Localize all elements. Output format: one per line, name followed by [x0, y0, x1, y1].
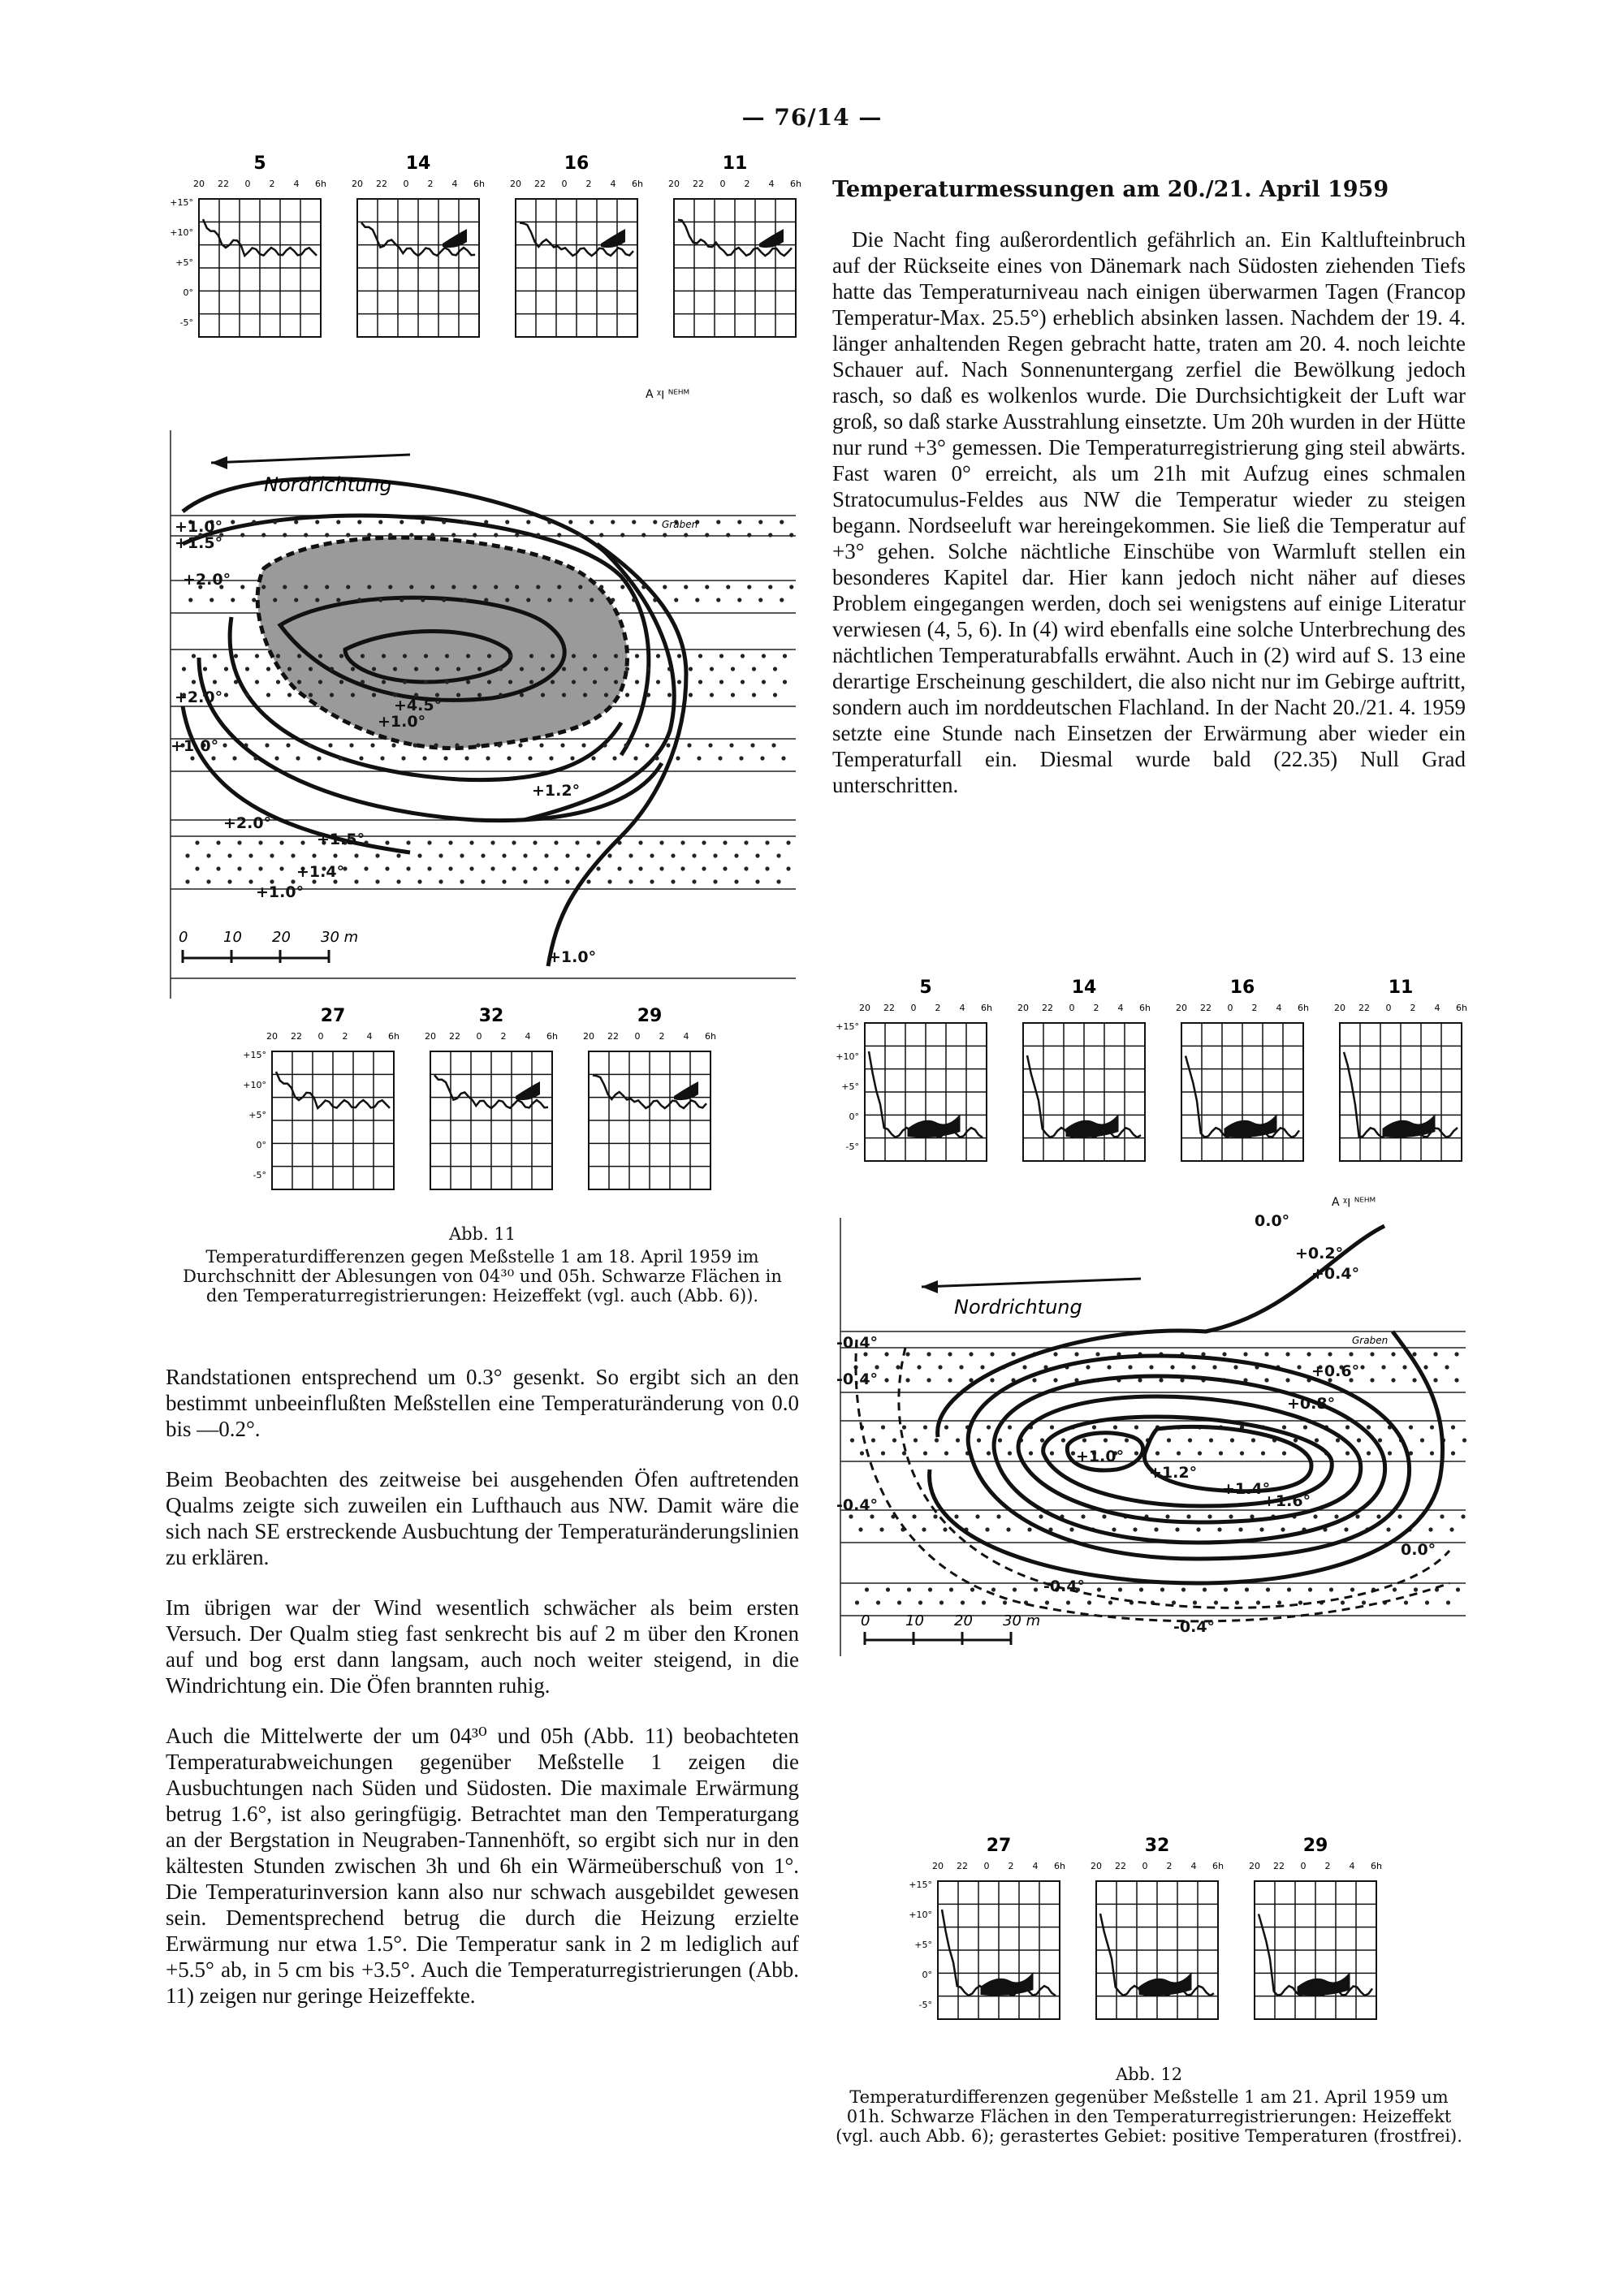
page-number: — 76/14 —	[741, 104, 883, 131]
svg-text:6h: 6h	[632, 179, 643, 189]
svg-text:20: 20	[1249, 1861, 1260, 1871]
svg-text:22: 22	[957, 1861, 968, 1871]
scale-bar	[179, 929, 358, 963]
svg-text:22: 22	[693, 179, 704, 189]
contour-label: +1.2°	[532, 782, 581, 800]
contour-label: -0.4°	[836, 1496, 879, 1514]
svg-text:0: 0	[244, 179, 251, 189]
svg-text:22: 22	[376, 179, 387, 189]
contour-label: -0.4°	[1043, 1577, 1086, 1595]
svg-text:16: 16	[1229, 978, 1255, 998]
svg-text:0°: 0°	[922, 1969, 932, 1980]
svg-text:5: 5	[919, 978, 932, 998]
figure12-caption: Abb. 12 Temperaturdifferenzen gegenüber Meßstelle 1 am 21. April 1959 um 01h. Schwarze Flächen in den Temperaturregistrierungen: Heizeffekt (vgl. auch Abb. 6); gerastertes Gebiet: positive Temperaturen (frostfrei).	[836, 2065, 1462, 2146]
fig12-top-chart-14	[1017, 978, 1151, 1161]
contour-label: +1.0°	[548, 948, 597, 966]
svg-text:4: 4	[451, 179, 458, 189]
contour-label: +4.5°	[394, 697, 443, 714]
svg-text:6h: 6h	[981, 1003, 992, 1013]
figure11-caption: Abb. 11 Temperaturdifferenzen gegen Meßstelle 1 am 18. April 1959 im Durchschnitt der Ablesungen von 04³⁰ und 05h. Schwarze Flächen in den Temperaturregistrierungen: Heizeffekt (vgl. auch (Abb. 6)).	[183, 1224, 782, 1306]
svg-text:22: 22	[1273, 1861, 1285, 1871]
svg-text:4: 4	[683, 1031, 689, 1042]
svg-text:2: 2	[342, 1031, 348, 1042]
svg-text:0: 0	[910, 1003, 917, 1013]
svg-text:4: 4	[1276, 1003, 1282, 1013]
fig12-top-chart-11	[1334, 978, 1467, 1161]
north-direction-arrow	[922, 1279, 1141, 1318]
direction-label: Nordrichtung	[954, 1296, 1082, 1318]
contour-label: -0.4°	[836, 1370, 879, 1388]
svg-text:32: 32	[1144, 1836, 1170, 1856]
svg-text:22: 22	[534, 179, 546, 189]
svg-text:6h: 6h	[1212, 1861, 1224, 1871]
svg-text:2: 2	[585, 179, 592, 189]
svg-text:4: 4	[610, 179, 616, 189]
fig11-top-chart-5	[193, 153, 326, 337]
svg-text:0°: 0°	[256, 1139, 266, 1150]
svg-text:20: 20	[510, 179, 521, 189]
svg-text:16: 16	[564, 153, 590, 174]
svg-text:20: 20	[1176, 1003, 1187, 1013]
svg-text:2: 2	[427, 179, 434, 189]
svg-text:11: 11	[1388, 978, 1414, 998]
svg-text:+5°: +5°	[248, 1109, 266, 1120]
heated-area	[257, 537, 627, 748]
svg-text:20: 20	[932, 1861, 944, 1871]
direction-label: Nordrichtung	[264, 473, 392, 496]
left-paragraph-1: Randstationen entsprechend um 0.3° gesenkt. So ergibt sich an den bestimmt unbeeinflußten Meßstellen eine Temperaturänderung von 0.0 bis —0.2°.	[166, 1365, 799, 1441]
svg-text:0°: 0°	[183, 287, 193, 298]
ditch-label: Graben	[662, 519, 698, 530]
svg-text:4: 4	[293, 179, 300, 189]
svg-text:6h: 6h	[473, 179, 485, 189]
svg-text:4: 4	[525, 1031, 531, 1042]
svg-text:0: 0	[634, 1031, 641, 1042]
contour-label: +2.0°	[183, 571, 231, 589]
svg-text:4: 4	[1190, 1861, 1197, 1871]
figure12-contour-map	[832, 1196, 1466, 1656]
svg-text:32: 32	[478, 1006, 504, 1026]
svg-text:2: 2	[1008, 1861, 1014, 1871]
svg-text:22: 22	[883, 1003, 895, 1013]
svg-text:0: 0	[403, 179, 409, 189]
north-marker: A ᵡ׀ ᴺᴱᴴᴹ	[646, 388, 690, 401]
contour-label: +1.0°	[175, 518, 223, 536]
svg-text:-5°: -5°	[179, 317, 193, 328]
svg-text:10: 10	[905, 1612, 924, 1629]
svg-text:22: 22	[449, 1031, 460, 1042]
svg-text:0: 0	[1385, 1003, 1392, 1013]
svg-text:22: 22	[218, 179, 229, 189]
svg-text:22: 22	[1358, 1003, 1370, 1013]
figure12-bottom-charts	[901, 1836, 1405, 2048]
fig11-top-chart-11	[668, 153, 801, 337]
svg-text:22: 22	[1200, 1003, 1212, 1013]
svg-text:6h: 6h	[1054, 1861, 1065, 1871]
svg-text:6h: 6h	[388, 1031, 400, 1042]
svg-text:20: 20	[1017, 1003, 1029, 1013]
svg-text:2: 2	[1251, 1003, 1258, 1013]
svg-text:5: 5	[253, 153, 266, 174]
contour-label: 0.0°	[1255, 1212, 1290, 1230]
contour-label: +1.0°	[378, 713, 426, 731]
figure11-contour-map	[166, 382, 800, 999]
contour-label: +1.6°	[1263, 1492, 1311, 1510]
contour-label: 0.0°	[1401, 1541, 1436, 1559]
svg-text:-5°: -5°	[845, 1141, 859, 1152]
svg-text:6h: 6h	[790, 179, 801, 189]
svg-text:2: 2	[269, 179, 275, 189]
svg-text:6h: 6h	[1298, 1003, 1309, 1013]
contour-label: +1.0°	[171, 737, 219, 755]
svg-text:20: 20	[352, 179, 363, 189]
svg-text:4: 4	[366, 1031, 373, 1042]
svg-text:+5°: +5°	[914, 1939, 932, 1950]
svg-text:+10°: +10°	[170, 227, 193, 238]
contour-label: +0.4°	[1311, 1265, 1360, 1283]
left-column-text	[166, 1364, 799, 2009]
svg-text:+5°: +5°	[841, 1081, 859, 1092]
contour-label: +0.6°	[1311, 1362, 1360, 1380]
svg-text:27: 27	[986, 1836, 1012, 1856]
svg-text:0: 0	[1142, 1861, 1148, 1871]
svg-text:+10°: +10°	[243, 1079, 266, 1090]
north-direction-arrow	[211, 455, 410, 496]
svg-text:22: 22	[1115, 1861, 1126, 1871]
svg-text:0: 0	[983, 1861, 990, 1871]
contour-label: +1.2°	[1149, 1464, 1198, 1482]
right-paragraph: Die Nacht fing außerordentlich gefährlich an. Ein Kaltlufteinbruch auf der Rückseite eines von Dänemark nach Südosten ziehenden Tiefs hatte das Temperaturniveau nach einigen überwarmen Tagen (Francop Temperatur-Max. 25.5°) erheblich absinken lassen. Nachdem der 19. 4. länger anhaltenden Regen gebracht hatte, traten am 20. 4. noch leichte Schauer auf. Nach Sonnenuntergang zerfiel die Bewölkung jedoch rasch, so daß es wolkenlos wurde. Die Durchsichtigkeit der Luft war groß, so daß starke Ausstrahlung einsetzte. Um 20h wurden in der Hütte nur rund +3° gemessen. Die Temperaturregistrierung ging steil abwärts. Fast waren 0° erreicht, als um 21h mit Aufzug eines schmalen Stratocumulus-Feldes aus NW die Temperatur wieder zu steigen begann. Nordseeluft war hereingekommen. Sie ließ die Temperatur auf +3° gehen. Solche nächtliche Einschübe von Warmluft stellen ein besonderes Kapitel dar. Hier kann jedoch nicht näher auf dieses Problem eingegangen werden, doch sei wenigstens auf einige Literatur verwiesen (4, 5, 6). In (4) wird ebenfalls eine solche Unterbrechung des nächtlichen Temperaturabfalls erwähnt. Auch in (2) wird auf S. 13 eine derartige Erscheinung geschildert, die also nicht nur im Gebirge auftritt, sondern auch im norddeutschen Flachland. In der Nacht 20./21. 4. 1959 setzte eine Stunde nach Einsetzen der Erwärmung aber wieder ein Temperaturfall ein. Diesmal wurde bald (22.35) Null Grad unterschritten.	[832, 227, 1466, 797]
svg-text:27: 27	[320, 1006, 346, 1026]
svg-text:11: 11	[722, 153, 748, 174]
left-paragraph-3: Im übrigen war der Wind wesentlich schwächer als beim ersten Versuch. Der Qualm stieg fast senkrecht bis auf 2 m über den Kronen auf und bog erst dann langsam, auch noch weiter steigend, in die Windrichtung ein. Die Öfen brannten ruhig.	[166, 1595, 799, 1698]
svg-text:2: 2	[935, 1003, 941, 1013]
svg-text:14: 14	[405, 153, 431, 174]
fig11-bottom-chart-29	[583, 1006, 716, 1189]
svg-text:0: 0	[1300, 1861, 1307, 1871]
svg-text:2: 2	[1093, 1003, 1099, 1013]
svg-text:0: 0	[861, 1612, 870, 1629]
contour-label: +1.4°	[1222, 1480, 1271, 1498]
svg-text:20: 20	[425, 1031, 436, 1042]
contour-label: +0.2°	[1295, 1245, 1344, 1262]
figure12-top-charts	[828, 978, 1470, 1189]
fig11-top-chart-16	[510, 153, 643, 337]
svg-text:20: 20	[272, 929, 291, 946]
svg-text:20: 20	[193, 179, 205, 189]
left-paragraph-4: Auch die Mittelwerte der um 04³⁰ und 05h (Abb. 11) beobachteten Temperaturabweichungen gegenüber Meßstelle 1 zeigen die Ausbuchtungen nach Süden und Südosten. Die maximale Erwärmung betrug 1.6°, ist also geringfügig. Betrachtet man den Temperaturgang an der Bergstation in Neugraben-Tannenhöft, so ergibt sich nur in den kältesten Stunden zwischen 3h und 6h ein Wärmeüberschuß von 1°. Die Temperaturinversion kann also nur schwach ausgebildet gewesen sein. Dementsprechend betrug die durch die Heizung erzielte Erwärmung nur etwa 1.5°. Die Temperatur sank in 2 m lediglich auf +5.5° ab, in 5 cm bis +3.5°. Auch die Temperaturregistrierungen (Abb. 11) zeigen nur geringe Heizeffekte.	[166, 1724, 799, 2008]
svg-text:+15°: +15°	[909, 1880, 932, 1890]
svg-text:+15°: +15°	[170, 197, 193, 208]
svg-text:2: 2	[1324, 1861, 1331, 1871]
svg-text:14: 14	[1071, 978, 1097, 998]
svg-text:2: 2	[1166, 1861, 1173, 1871]
svg-text:4: 4	[959, 1003, 965, 1013]
fig12-bottom-chart-29	[1249, 1836, 1382, 2019]
svg-text:-5°: -5°	[253, 1169, 266, 1180]
svg-text:20: 20	[859, 1003, 870, 1013]
fig12-bottom-chart-32	[1091, 1836, 1224, 2019]
svg-text:+10°: +10°	[909, 1909, 932, 1920]
svg-text:+5°: +5°	[175, 257, 193, 268]
svg-text:22: 22	[291, 1031, 302, 1042]
svg-text:0: 0	[476, 1031, 482, 1042]
scale-bar	[861, 1612, 1040, 1645]
fig11-bottom-chart-27	[266, 1006, 400, 1189]
contour-label: +0.8°	[1287, 1395, 1336, 1413]
svg-text:30 m: 30 m	[321, 929, 359, 946]
contour-label: +1.4°	[296, 863, 345, 881]
svg-text:2: 2	[1410, 1003, 1416, 1013]
figure11-top-charts	[162, 154, 804, 365]
svg-text:0: 0	[179, 929, 188, 946]
svg-text:10: 10	[223, 929, 242, 946]
svg-text:22: 22	[1042, 1003, 1053, 1013]
svg-text:6h: 6h	[1139, 1003, 1151, 1013]
left-paragraph-2: Beim Beobachten des zeitweise bei ausgehenden Öfen auftretenden Qualms zeigte sich zuweilen ein Lufthauch aus NW. Damit wäre die sich nach SE erstreckende Ausbuchtung der Temperaturänderungslinien zu erklären.	[166, 1467, 799, 1569]
section-heading: Temperaturmessungen am 20./21. April 1959	[832, 177, 1389, 202]
svg-text:20: 20	[1334, 1003, 1345, 1013]
svg-text:4: 4	[768, 179, 775, 189]
svg-text:4: 4	[1117, 1003, 1124, 1013]
svg-text:0: 0	[1069, 1003, 1075, 1013]
svg-text:20: 20	[1091, 1861, 1102, 1871]
contour-label: +1.5°	[317, 831, 365, 848]
svg-text:4: 4	[1032, 1861, 1039, 1871]
contour-label: +1.0°	[1076, 1448, 1125, 1465]
fig12-top-chart-5	[859, 978, 992, 1161]
contour-label: +1.5°	[175, 534, 223, 552]
svg-text:4: 4	[1434, 1003, 1440, 1013]
svg-text:+10°: +10°	[836, 1051, 859, 1062]
svg-text:+15°: +15°	[243, 1050, 266, 1060]
svg-text:0: 0	[1227, 1003, 1233, 1013]
svg-text:6h: 6h	[1371, 1861, 1382, 1871]
svg-text:4: 4	[1349, 1861, 1355, 1871]
svg-text:29: 29	[1302, 1836, 1328, 1856]
figure11-bottom-charts	[235, 1007, 739, 1218]
svg-text:2: 2	[659, 1031, 665, 1042]
svg-text:22: 22	[607, 1031, 619, 1042]
svg-text:29: 29	[637, 1006, 663, 1026]
svg-text:20: 20	[583, 1031, 594, 1042]
contour-label: +2.0°	[175, 688, 223, 706]
svg-text:20: 20	[668, 179, 680, 189]
svg-text:30 m: 30 m	[1003, 1612, 1041, 1629]
svg-text:0: 0	[317, 1031, 324, 1042]
svg-text:6h: 6h	[315, 179, 326, 189]
ditch-label: Graben	[1352, 1335, 1389, 1346]
svg-text:0: 0	[561, 179, 568, 189]
svg-text:6h: 6h	[1456, 1003, 1467, 1013]
contour-label: -0.4°	[1173, 1618, 1216, 1636]
fig11-top-chart-14	[352, 153, 485, 337]
north-marker: A ᵡ׀ ᴺᴱᴴᴹ	[1332, 1196, 1376, 1209]
fig11-bottom-chart-32	[425, 1006, 558, 1189]
svg-text:2: 2	[744, 179, 750, 189]
svg-text:0: 0	[719, 179, 726, 189]
contour-label: +1.0°	[256, 883, 304, 901]
fig12-top-chart-16	[1176, 978, 1309, 1161]
right-column-text	[832, 177, 1466, 798]
svg-text:2: 2	[500, 1031, 507, 1042]
svg-text:-5°: -5°	[918, 1999, 932, 2010]
svg-text:6h: 6h	[705, 1031, 716, 1042]
svg-text:20: 20	[954, 1612, 973, 1629]
fig12-bottom-chart-27	[932, 1836, 1065, 2019]
svg-text:6h: 6h	[546, 1031, 558, 1042]
contour-label: +2.0°	[223, 814, 272, 832]
svg-text:+15°: +15°	[836, 1021, 859, 1032]
svg-text:20: 20	[266, 1031, 278, 1042]
svg-text:0°: 0°	[849, 1111, 859, 1122]
contour-label: -0.4°	[836, 1334, 879, 1352]
